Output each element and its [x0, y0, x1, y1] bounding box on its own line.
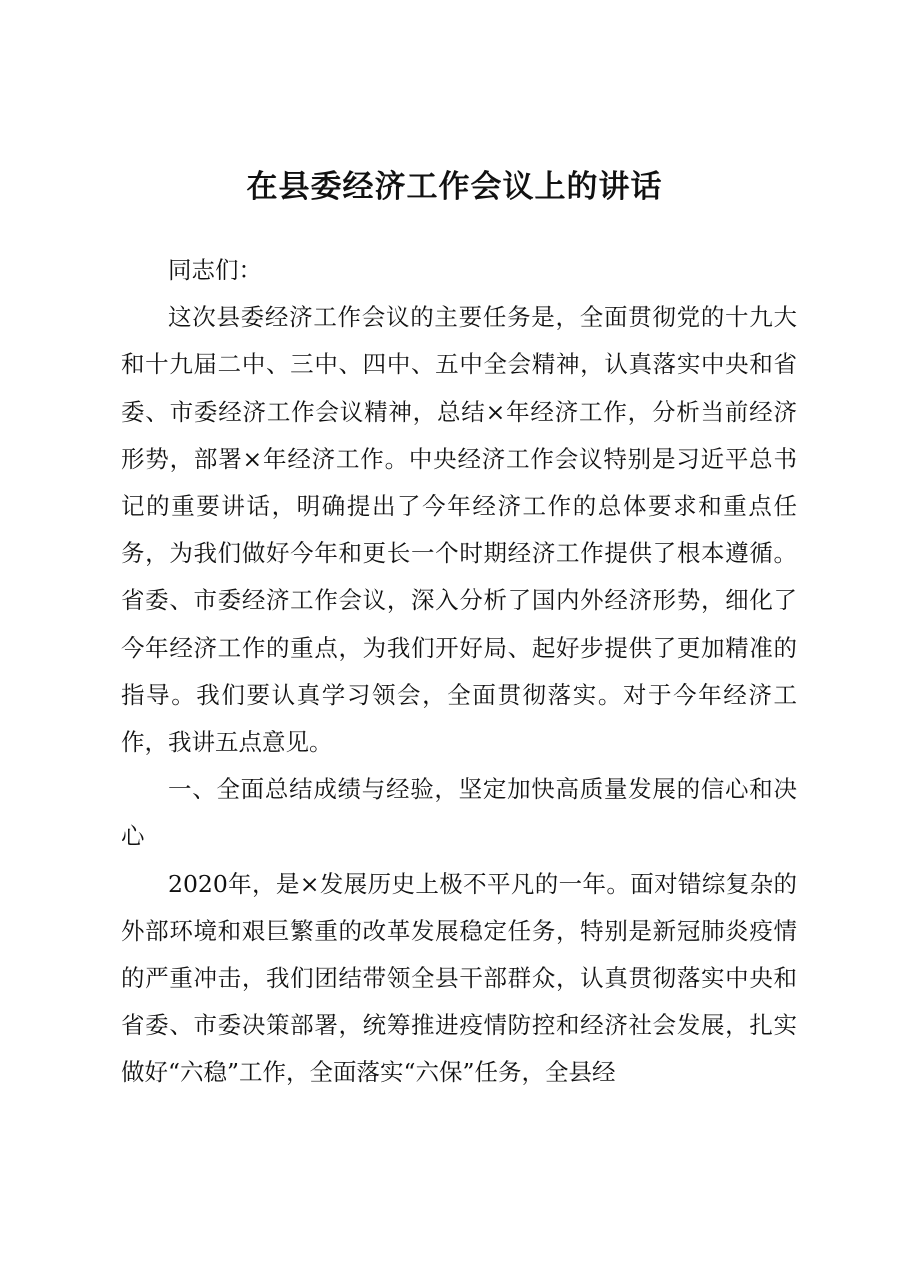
intro-paragraph: 这次县委经济工作会议的主要任务是，全面贯彻党的十九大和十九届二中、三中、四中、五中全会精神，认真落实中央和省委、市委经济工作会议精神，总结×年经济工作，分析当前经济形势，部署×年经济工作。中央经济工作会议特别是习近平总书记的重要讲话，明确提出了今年经济工作的总体要求和重点任务，为我们做好今年和更长一个时期经济工作提供了根本遵循。省委、市委经济工作会议，深入分析了国内外经济形势，细化了今年经济工作的重点，为我们开好局、起好步提供了更加精准的指导。我们要认真学习领会，全面贯彻落实。对于今年经济工作，我讲五点意见。	[121, 303, 797, 757]
document-title: 在县委经济工作会议上的讲话	[246, 169, 663, 205]
section-heading-1: 一、全面总结成绩与经验，坚定加快高质量发展的信心和决心	[121, 775, 797, 851]
salutation-paragraph: 同志们：	[168, 256, 262, 284]
document-body	[121, 247, 797, 1097]
body-paragraph: 2020年，是×发展历史上极不平凡的一年。面对错综复杂的外部环境和艰巨繁重的改革发展稳定任务，特别是新冠肺炎疫情的严重冲击，我们团结带领全县干部群众，认真贯彻落实中央和省委、市委决策部署，统筹推进疫情防控和经济社会发展，扎实做好“六稳”工作，全面落实“六保”任务，全县经	[121, 869, 797, 1087]
